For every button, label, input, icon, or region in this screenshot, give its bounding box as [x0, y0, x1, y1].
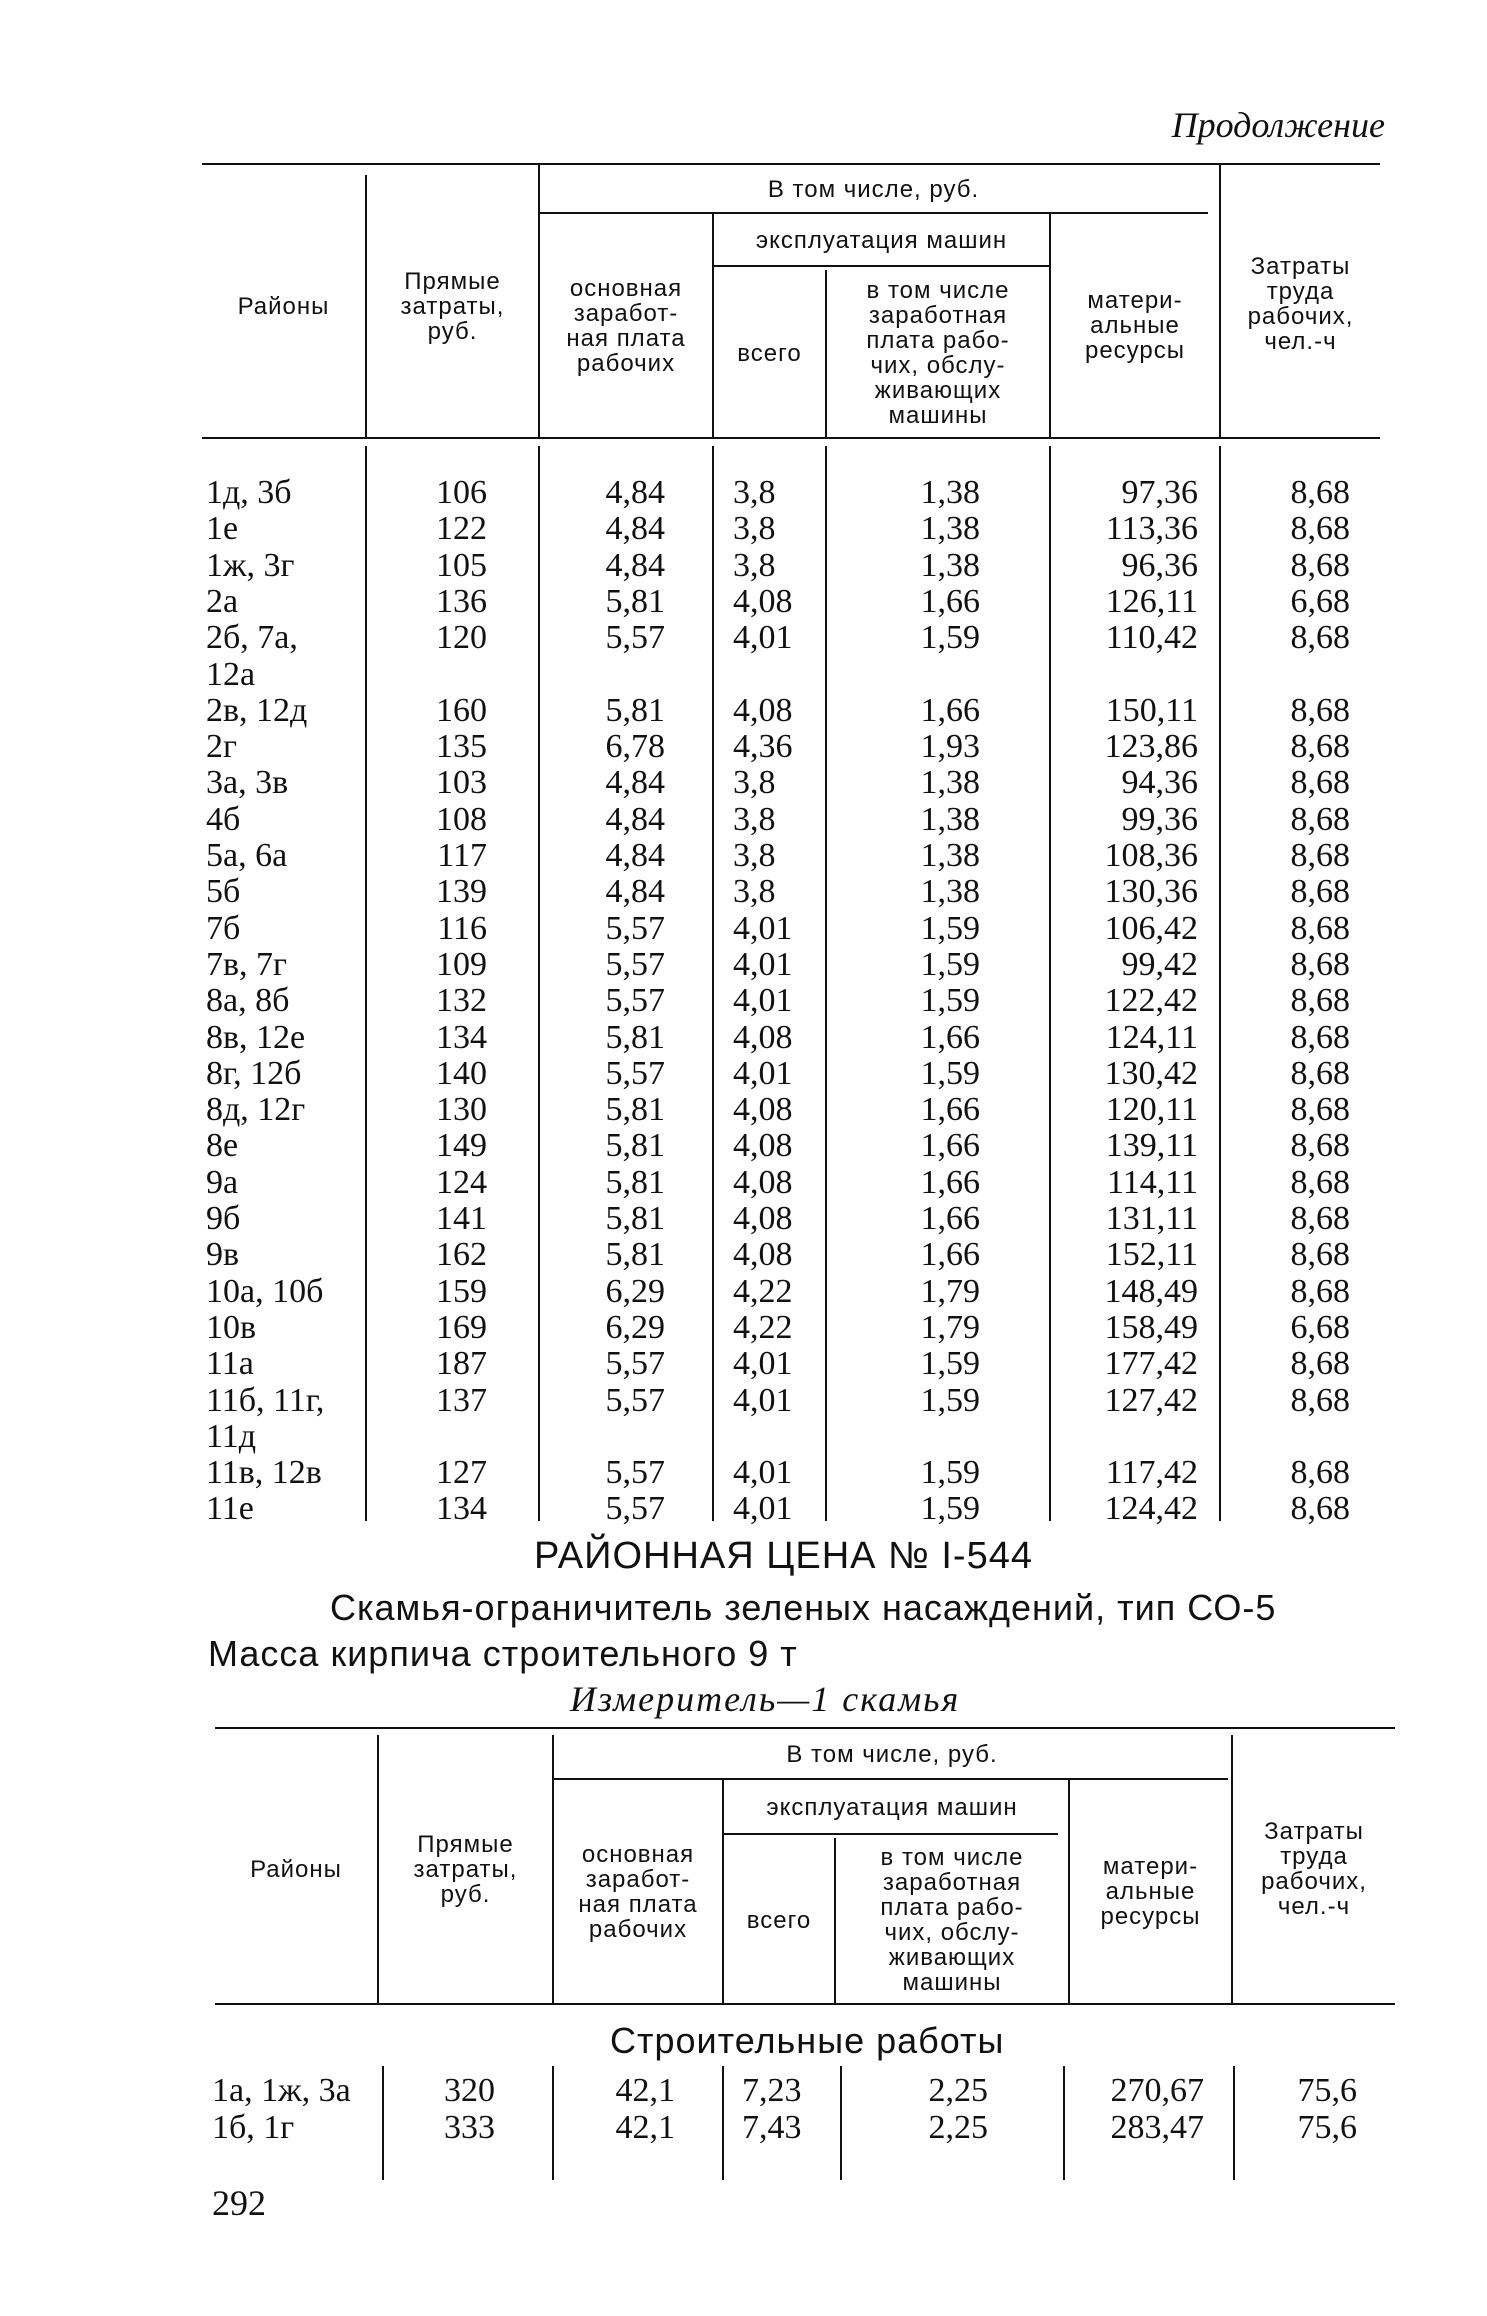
cell-machwage: 1,38 [920, 800, 980, 838]
cell-direct: 137 [436, 1381, 487, 1419]
cell-direct: 130 [436, 1091, 487, 1129]
cell-region: 9а [206, 1163, 239, 1201]
table-row [0, 729, 1487, 765]
cell-materials: 113,36 [1105, 510, 1198, 548]
cell-wage: 4,84 [605, 546, 665, 584]
table-row [0, 911, 1487, 947]
cell-machwage: 1,66 [920, 1091, 980, 1129]
cell-machwage: 1,38 [920, 510, 980, 548]
cell-direct: 136 [436, 582, 487, 620]
cell-materials: 114,11 [1107, 1163, 1198, 1201]
cell-labor: 75,6 [1297, 2109, 1357, 2146]
cell-materials: 120,11 [1105, 1091, 1198, 1129]
cell-region: 7в, 7г [206, 945, 287, 983]
cell-total: 7,43 [742, 2109, 802, 2146]
page-number: 292 [212, 2183, 266, 2223]
cell-wage: 5,57 [605, 982, 665, 1020]
cell-materials: 148,49 [1104, 1272, 1198, 1310]
table-row [0, 1165, 1487, 1201]
table-row [0, 1274, 1487, 1310]
cell-wage: 5,57 [605, 1490, 665, 1528]
header-base-wage: основная заработ- ная плата рабочих [578, 1840, 698, 1943]
header-machines-total: всего [737, 340, 802, 367]
cell-region: 11е [206, 1490, 254, 1528]
cell-total: 3,8 [733, 546, 776, 584]
cell-machwage: 1,66 [920, 691, 980, 729]
cell-materials: 99,42 [1121, 945, 1198, 983]
header-direct-costs: Прямые затраты, руб. [400, 267, 505, 345]
cell-wage: 5,57 [605, 909, 665, 947]
cell-materials: 130,42 [1104, 1054, 1198, 1092]
cell-materials: 94,36 [1121, 764, 1198, 802]
cell-direct: 109 [436, 945, 487, 983]
cell-region: 10в [206, 1308, 257, 1346]
cell-direct: 108 [436, 800, 487, 838]
cell-total: 3,8 [733, 474, 776, 511]
cell-wage: 6,78 [605, 728, 665, 766]
table-1-machines-rule [712, 265, 1049, 267]
table-row [0, 584, 1487, 620]
cell-materials: 97,36 [1121, 474, 1198, 511]
cell-materials: 126,11 [1105, 582, 1198, 620]
cell-direct: 333 [444, 2109, 495, 2146]
cell-materials: 96,36 [1121, 546, 1198, 584]
cell-total: 4,08 [733, 1018, 793, 1056]
cell-wage: 5,81 [605, 1127, 665, 1165]
cell-total: 4,08 [733, 691, 793, 729]
table-row [0, 2073, 1487, 2109]
table-1-top-rule [202, 163, 1380, 165]
cell-region: 2б, 7а, [206, 619, 298, 657]
cell-total: 4,01 [733, 1054, 793, 1092]
cell-wage: 4,84 [605, 873, 665, 911]
cell-region: 12а [206, 655, 256, 693]
cell-total: 3,8 [733, 837, 776, 874]
table-1-header-bottom-rule [202, 437, 1380, 439]
cell-region: 10а, 10б [206, 1272, 324, 1310]
cell-total: 3,8 [733, 510, 776, 548]
cell-region: 9б [206, 1200, 241, 1237]
cell-materials: 124,11 [1105, 1018, 1198, 1056]
cell-labor: 8,68 [1290, 546, 1350, 584]
cell-wage: 5,81 [605, 1200, 665, 1237]
cell-wage: 5,57 [605, 1381, 665, 1419]
cell-labor: 8,68 [1290, 619, 1350, 657]
cell-machwage: 1,59 [920, 982, 980, 1020]
table-row [0, 693, 1487, 729]
header-machines-total: всего [746, 1907, 812, 1934]
cell-labor: 6,68 [1290, 1308, 1350, 1346]
cell-labor: 8,68 [1290, 837, 1350, 874]
table-row [0, 548, 1487, 584]
cell-direct: 120 [436, 619, 487, 657]
cell-machwage: 1,38 [920, 474, 980, 511]
cell-wage: 5,81 [605, 1163, 665, 1201]
cell-region: 8д, 12г [206, 1091, 306, 1129]
cell-wage: 4,84 [605, 837, 665, 874]
cell-materials: 127,42 [1104, 1381, 1198, 1419]
table-row [0, 874, 1487, 910]
cell-wage: 5,81 [605, 691, 665, 729]
cell-region: 8а, 8б [206, 982, 290, 1020]
cell-total: 3,8 [733, 873, 776, 911]
header-labor: Затраты труда рабочих, чел.-ч [1247, 252, 1354, 355]
cell-direct: 141 [436, 1200, 487, 1237]
cell-materials: 139,11 [1105, 1127, 1198, 1165]
cell-region: 4б [206, 800, 241, 838]
cell-labor: 8,68 [1290, 764, 1350, 802]
cell-labor: 8,68 [1290, 1091, 1350, 1129]
cell-region: 2г [206, 728, 237, 766]
cell-machwage: 1,59 [920, 1490, 980, 1528]
cell-wage: 4,84 [605, 474, 665, 511]
cell-labor: 8,68 [1290, 1200, 1350, 1237]
cell-direct: 132 [436, 982, 487, 1020]
table-row [0, 475, 1487, 511]
cell-region: 8г, 12б [206, 1054, 302, 1092]
cell-wage: 5,81 [605, 1091, 665, 1129]
cell-total: 4,01 [733, 945, 793, 983]
construction-works-label: Строительные работы [610, 2020, 1005, 2061]
cell-machwage: 1,59 [920, 619, 980, 657]
cell-total: 4,08 [733, 1127, 793, 1165]
cell-direct: 124 [436, 1163, 487, 1201]
cell-region: 7б [206, 909, 241, 947]
cell-region: 8е [206, 1127, 239, 1165]
header-region: Районы [237, 292, 330, 320]
cell-total: 4,22 [733, 1308, 793, 1346]
cell-materials: 123,86 [1104, 728, 1198, 766]
cell-wage: 6,29 [605, 1308, 665, 1346]
header-including: В том числе, руб. [786, 1740, 998, 1768]
cell-total: 4,08 [733, 1091, 793, 1129]
table-row [0, 1128, 1487, 1164]
cell-direct: 159 [436, 1272, 487, 1310]
cell-machwage: 1,66 [920, 582, 980, 620]
cell-total: 4,01 [733, 1381, 793, 1419]
cell-wage: 42,1 [615, 2109, 675, 2146]
table-row [0, 657, 1487, 693]
cell-direct: 135 [436, 728, 487, 766]
table-row [0, 1419, 1487, 1455]
cell-machwage: 1,66 [920, 1236, 980, 1274]
cell-direct: 116 [437, 909, 487, 947]
cell-direct: 103 [436, 764, 487, 802]
table-row [0, 1092, 1487, 1128]
cell-wage: 5,57 [605, 1454, 665, 1492]
cell-direct: 149 [436, 1127, 487, 1165]
cell-materials: 130,36 [1104, 873, 1198, 911]
cell-direct: 162 [436, 1236, 487, 1274]
cell-labor: 8,68 [1290, 1127, 1350, 1165]
cell-region: 2в, 12д [206, 691, 308, 729]
continuation-label: Продолжение [1171, 105, 1385, 145]
cell-labor: 8,68 [1290, 1345, 1350, 1383]
header-base-wage: основная заработ- ная плата рабочих [566, 274, 686, 377]
table-row [0, 947, 1487, 983]
cell-region: 1а, 1ж, 3а [212, 2072, 351, 2109]
cell-region: 1б, 1г [212, 2109, 295, 2146]
cell-labor: 8,68 [1290, 982, 1350, 1020]
cell-total: 4,01 [733, 1490, 793, 1528]
cell-machwage: 1,79 [920, 1272, 980, 1310]
cell-direct: 127 [436, 1454, 487, 1492]
cell-region: 5б [206, 873, 241, 911]
cell-machwage: 1,66 [920, 1200, 980, 1237]
header-region: Районы [250, 1855, 342, 1883]
cell-wage: 5,81 [605, 1236, 665, 1274]
cell-direct: 105 [436, 546, 487, 584]
cell-labor: 6,68 [1290, 582, 1350, 620]
cell-labor: 8,68 [1290, 945, 1350, 983]
cell-total: 4,08 [733, 582, 793, 620]
cell-region: 11а [206, 1345, 254, 1383]
cell-materials: 106,42 [1104, 909, 1198, 947]
header-direct-costs: Прямые затраты, руб. [413, 1830, 518, 1908]
header-materials: матери- альные ресурсы [1100, 1853, 1201, 1930]
measure-unit: Измеритель—1 скамья [570, 1679, 961, 1719]
table-row [0, 838, 1487, 874]
cell-wage: 5,57 [605, 1345, 665, 1383]
header-machines: эксплуатация машин [766, 1793, 1018, 1821]
table-row [0, 620, 1487, 656]
cell-direct: 122 [436, 510, 487, 548]
cell-machwage: 1,38 [920, 873, 980, 911]
table-row [0, 1455, 1487, 1491]
cell-region: 11д [206, 1417, 257, 1455]
cell-wage: 5,81 [605, 582, 665, 620]
cell-wage: 4,84 [605, 510, 665, 548]
brick-mass: Масса кирпича строительного 9 т [208, 1633, 798, 1674]
table-row [0, 2110, 1487, 2146]
header-materials: матери- альные ресурсы [1084, 287, 1186, 364]
cell-total: 4,36 [733, 728, 793, 766]
table-row [0, 1237, 1487, 1273]
cell-direct: 187 [436, 1345, 487, 1383]
cell-total: 4,08 [733, 1236, 793, 1274]
cell-labor: 8,68 [1290, 1163, 1350, 1201]
table-row [0, 1056, 1487, 1092]
cell-labor: 8,68 [1290, 800, 1350, 838]
table-2-machines-rule [722, 1833, 1058, 1835]
cell-region: 11в, 12в [206, 1454, 322, 1492]
cell-direct: 169 [436, 1308, 487, 1346]
table-2-top-rule [215, 1727, 1395, 1729]
cell-direct: 134 [436, 1018, 487, 1056]
header-machines: эксплуатация машин [755, 226, 1008, 254]
cell-labor: 8,68 [1290, 909, 1350, 947]
cell-materials: 117,42 [1105, 1454, 1198, 1492]
table-row [0, 1020, 1487, 1056]
cell-machwage: 1,59 [920, 1345, 980, 1383]
cell-direct: 160 [436, 691, 487, 729]
cell-total: 4,22 [733, 1272, 793, 1310]
cell-direct: 320 [444, 2072, 495, 2109]
cell-materials: 270,67 [1110, 2072, 1204, 2109]
cell-materials: 131,11 [1105, 1200, 1198, 1237]
table-row [0, 983, 1487, 1019]
cell-labor: 8,68 [1290, 1381, 1350, 1419]
table-row [0, 1310, 1487, 1346]
cell-machwage: 1,59 [920, 945, 980, 983]
cell-region: 11б, 11г, [206, 1381, 325, 1419]
cell-direct: 139 [436, 873, 487, 911]
cell-materials: 110,42 [1105, 619, 1198, 657]
cell-machwage: 1,38 [920, 764, 980, 802]
cell-labor: 8,68 [1290, 1490, 1350, 1528]
cell-labor: 8,68 [1290, 510, 1350, 548]
table-row [0, 1346, 1487, 1382]
cell-machwage: 2,25 [928, 2109, 988, 2146]
cell-total: 4,01 [733, 909, 793, 947]
cell-materials: 177,42 [1104, 1345, 1198, 1383]
cell-labor: 8,68 [1290, 1236, 1350, 1274]
cell-total: 4,01 [733, 1454, 793, 1492]
cell-direct: 134 [436, 1490, 487, 1528]
cell-materials: 124,42 [1104, 1490, 1198, 1528]
cell-materials: 283,47 [1110, 2109, 1204, 2146]
cell-machwage: 1,59 [920, 1381, 980, 1419]
header-machines-wage: в том числе заработная плата рабо- чих, обслу- живающих машины [866, 276, 1010, 429]
cell-materials: 99,36 [1121, 800, 1198, 838]
cell-labor: 8,68 [1290, 474, 1350, 511]
table-2-header-bottom-rule [215, 2003, 1395, 2005]
cell-machwage: 1,66 [920, 1018, 980, 1056]
cell-labor: 8,68 [1290, 873, 1350, 911]
cell-region: 1ж, 3г [206, 546, 295, 584]
cell-wage: 6,29 [605, 1272, 665, 1310]
cell-region: 1д, 3б [206, 474, 292, 511]
cell-region: 1е [206, 510, 239, 548]
table-row [0, 1383, 1487, 1419]
cell-labor: 75,6 [1297, 2072, 1357, 2109]
cell-total: 3,8 [733, 800, 776, 838]
table-row [0, 1201, 1487, 1237]
cell-materials: 158,49 [1104, 1308, 1198, 1346]
cell-direct: 117 [437, 837, 487, 874]
cell-machwage: 1,66 [920, 1127, 980, 1165]
table-row [0, 511, 1487, 547]
cell-machwage: 1,59 [920, 909, 980, 947]
cell-machwage: 1,66 [920, 1163, 980, 1201]
cell-labor: 8,68 [1290, 691, 1350, 729]
cell-machwage: 1,38 [920, 837, 980, 874]
cell-wage: 42,1 [615, 2072, 675, 2109]
cell-total: 4,08 [733, 1200, 793, 1237]
cell-region: 9в [206, 1236, 240, 1274]
table-row [0, 1491, 1487, 1527]
cell-region: 8в, 12е [206, 1018, 306, 1056]
cell-wage: 5,57 [605, 1054, 665, 1092]
cell-labor: 8,68 [1290, 1054, 1350, 1092]
cell-materials: 122,42 [1104, 982, 1198, 1020]
cell-total: 3,8 [733, 764, 776, 802]
header-including: В том числе, руб. [767, 175, 980, 203]
cell-machwage: 1,59 [920, 1054, 980, 1092]
cell-direct: 140 [436, 1054, 487, 1092]
table-row [0, 802, 1487, 838]
cell-materials: 152,11 [1105, 1236, 1198, 1274]
cell-labor: 8,68 [1290, 728, 1350, 766]
cell-wage: 4,84 [605, 764, 665, 802]
cell-wage: 5,81 [605, 1018, 665, 1056]
cell-materials: 108,36 [1104, 837, 1198, 874]
cell-labor: 8,68 [1290, 1018, 1350, 1056]
cell-machwage: 2,25 [928, 2072, 988, 2109]
cell-labor: 8,68 [1290, 1454, 1350, 1492]
table-row [0, 765, 1487, 801]
cell-total: 4,01 [733, 619, 793, 657]
cell-machwage: 1,93 [920, 728, 980, 766]
cell-region: 3а, 3в [206, 764, 289, 802]
cell-region: 2а [206, 582, 239, 620]
header-machines-wage: в том числе заработная плата рабо- чих, обслу- живающих машины [880, 1843, 1024, 1996]
cell-machwage: 1,59 [920, 1454, 980, 1492]
cell-wage: 4,84 [605, 800, 665, 838]
cell-region: 5а, 6а [206, 837, 288, 874]
item-name: Скамья-ограничитель зеленых насаждений, тип СО-5 [330, 1587, 1277, 1628]
cell-total: 4,01 [733, 1345, 793, 1383]
cell-labor: 8,68 [1290, 1272, 1350, 1310]
cell-materials: 150,11 [1105, 691, 1198, 729]
price-title: РАЙОННАЯ ЦЕНА № I-544 [534, 1535, 1033, 1577]
cell-wage: 5,57 [605, 619, 665, 657]
cell-machwage: 1,79 [920, 1308, 980, 1346]
cell-total: 4,01 [733, 982, 793, 1020]
header-labor: Затраты труда рабочих, чел.-ч [1261, 1818, 1367, 1920]
cell-machwage: 1,38 [920, 546, 980, 584]
cell-wage: 5,57 [605, 945, 665, 983]
cell-total: 7,23 [742, 2072, 802, 2109]
cell-direct: 106 [436, 474, 487, 511]
cell-total: 4,08 [733, 1163, 793, 1201]
